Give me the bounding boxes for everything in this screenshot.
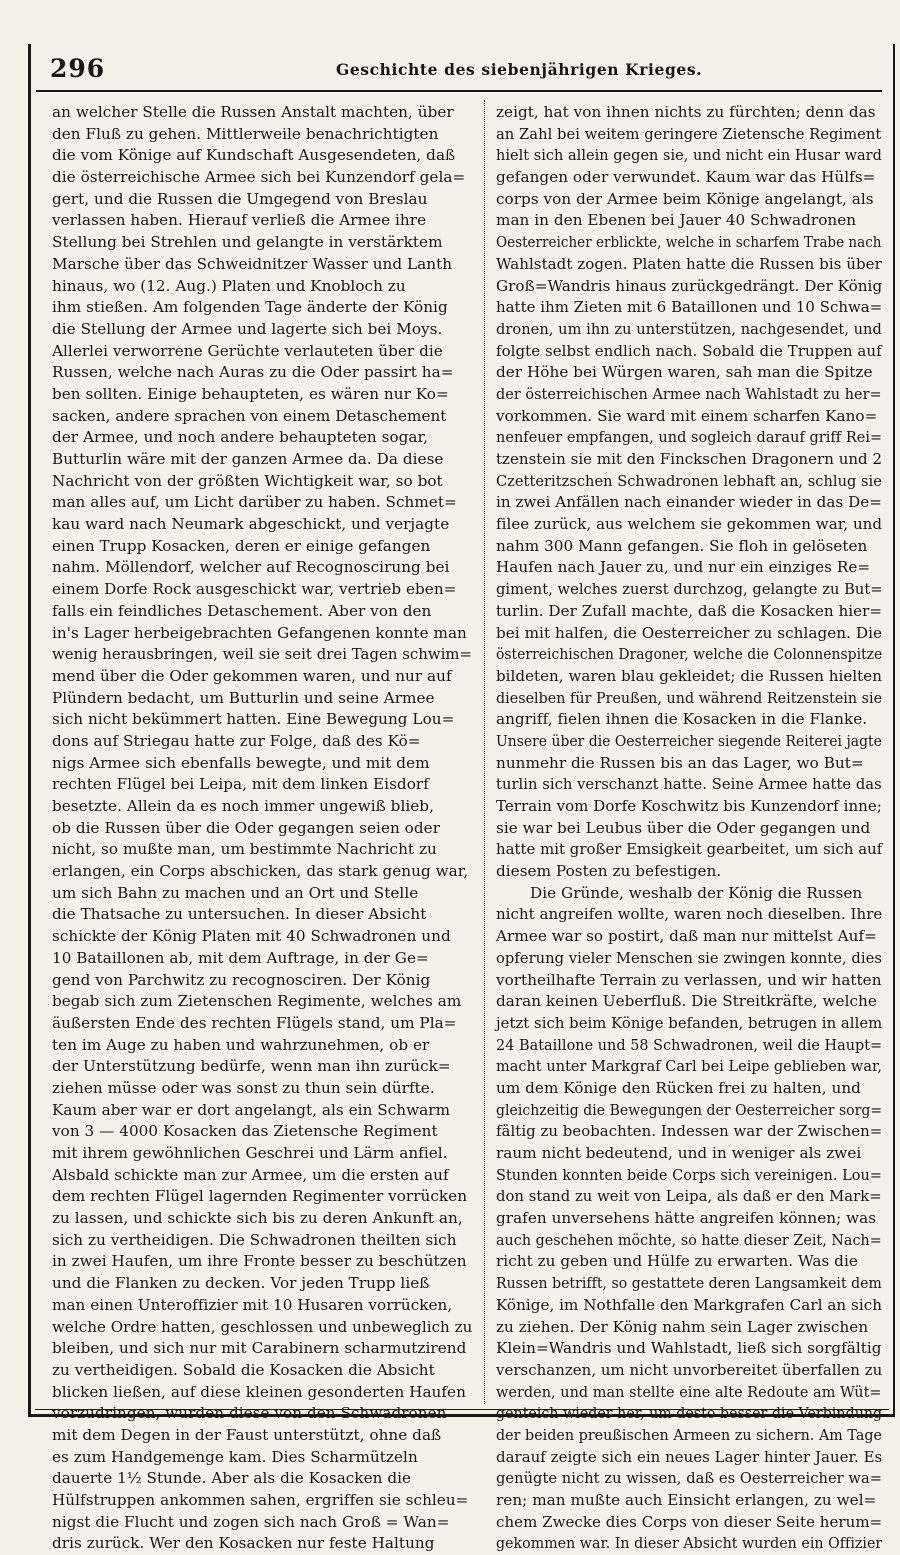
text-line: Terrain vom Dorfe Koschwitz bis Kunzendorf inne;	[496, 797, 882, 815]
text-line: 10 Bataillonen ab, mit dem Auftrage, in der Ge=	[52, 948, 429, 967]
text-line: ihm stießen. Am folgenden Tage änderte der König	[52, 298, 448, 317]
text-line: es zum Handgemenge kam. Dies Scharmützeln	[52, 1447, 418, 1466]
text-line: besetzte. Allein da es noch immer ungewiß blieb,	[52, 797, 434, 815]
text-line: Unsere über die Oesterreicher siegende Reiterei jagte	[496, 731, 882, 750]
text-line: Oesterreicher erblickte, welche in scharfem Trabe nach	[496, 233, 882, 252]
text-line: einen Trupp Kosacken, deren er einige gefangen	[52, 536, 431, 555]
text-line: Russen, welche nach Auras zu die Oder passirt ha=	[52, 363, 454, 382]
text-line: mit ihrem gewöhnlichen Geschrei und Lärm anfiel.	[52, 1144, 448, 1162]
text-line: sie war bei Leubus über die Oder gegangen und	[496, 818, 871, 837]
text-line: zeigt, hat von ihnen nichts zu fürchten; denn das	[496, 103, 876, 121]
text-line: nigs Armee sich ebenfalls bewegte, und mit dem	[52, 753, 430, 772]
text-line: filee zurück, aus welchem sie gekommen war, und	[496, 515, 883, 534]
left-column	[52, 102, 473, 1553]
text-line: Könige, im Nothfalle den Markgrafen Carl an sich	[496, 1295, 883, 1314]
text-line: dris zurück. Wer den Kosacken nur feste Haltung	[52, 1534, 435, 1553]
text-line: um dem Könige den Rücken frei zu halten, und	[496, 1078, 861, 1097]
text-line: Kaum aber war er dort angelangt, als ein Schwarm	[52, 1100, 451, 1119]
text-line: Klein=Wandris und Wahlstadt, ließ sich sorgfältig	[496, 1339, 882, 1358]
text-line: sich nicht bekümmert hatten. Eine Bewegung Lou=	[52, 710, 455, 729]
text-line: von 3 — 4000 Kosacken das Zietensche Regiment	[52, 1122, 438, 1141]
text-line: daran keinen Ueberfluß. Die Streitkräfte, welche	[496, 992, 877, 1011]
text-line: österreichischen Dragoner, welche die Colonnenspitze	[496, 645, 883, 664]
text-line: corps von der Armee beim Könige angelangt, als	[496, 189, 874, 208]
text-line: macht unter Markgraf Carl bei Leipe geblieben war,	[496, 1057, 883, 1076]
text-line: fältig zu beobachten. Indessen war der Zwischen=	[496, 1122, 883, 1141]
text-line: die vom Könige auf Kundschaft Ausgesendeten, daß	[52, 146, 456, 165]
right-column	[496, 102, 883, 1553]
text-line: äußersten Ende des rechten Flügels stand, um Pla=	[52, 1013, 457, 1032]
text-line: man einen Unteroffizier mit 10 Husaren vorrücken,	[52, 1295, 453, 1314]
text-line: turlin. Der Zufall machte, daß die Kosacken hier=	[496, 601, 883, 620]
text-line: um sich Bahn zu machen und an Ort und Stelle	[52, 883, 419, 902]
text-line: Marsche über das Schweidnitzer Wasser und Lanth	[52, 254, 453, 273]
text-line: gekommen war. In dieser Absicht wurden ein Offizier	[496, 1534, 883, 1553]
text-line: richt zu geben und Hülfe zu erwarten. Was die	[496, 1252, 858, 1271]
text-line: Die Gründe, weshalb der König die Russen	[530, 883, 863, 902]
text-line: giment, welches zuerst durchzog, gelangte zu But=	[496, 580, 883, 599]
text-line: werden, und man stellte eine alte Redoute am Wüt=	[496, 1382, 882, 1401]
text-line: rechten Flügel bei Leipa, mit dem linken Eisdorf	[52, 775, 429, 794]
text-line: verschanzen, um nicht unvorbereitet überfallen zu	[496, 1360, 883, 1379]
text-line: 24 Bataillone und 58 Schwadronen, weil die Haupt=	[496, 1035, 883, 1054]
text-line: vorzudringen, wurden diese von den Schwadronen	[52, 1404, 447, 1423]
text-line: Czetteritzschen Schwadronen lebhaft an, schlug sie	[496, 471, 882, 490]
text-line: auch geschehen möchte, so hatte dieser Zeit, Nach=	[496, 1230, 882, 1249]
text-line: begab sich zum Zietenschen Regimente, welches am	[52, 992, 462, 1011]
text-line: die Stellung der Armee und lagerte sich bei Moys.	[52, 319, 443, 338]
text-line: in's Lager herbeigebrachten Gefangenen konnte man	[52, 623, 467, 642]
text-line: in zwei Anfällen nach einander wieder in das De=	[496, 493, 882, 512]
text-line: gert, und die Russen die Umgegend von Breslau	[52, 189, 428, 208]
text-line: ben sollten. Einige behaupteten, es wären nur Ko=	[52, 384, 449, 403]
text-line: falls ein feindliches Detaschement. Aber von den	[52, 601, 432, 620]
text-line: Butturlin wäre mit der ganzen Armee da. Da diese	[52, 450, 444, 468]
text-line: genügte nicht zu wissen, daß es Oesterreicher wa=	[496, 1469, 883, 1488]
text-line: der beiden preußischen Armeen zu sichern. Am Tage	[496, 1425, 882, 1444]
text-line: an welcher Stelle die Russen Anstalt machten, über	[52, 103, 454, 121]
text-line: jetzt sich beim Könige befanden, betrugen in allem	[496, 1013, 883, 1032]
text-line: gleichzeitig die Bewegungen der Oesterreicher sorg=	[496, 1100, 883, 1119]
text-line: bei mit halfen, die Oesterreicher zu schlagen. Die	[496, 623, 883, 642]
text-line: tzenstein sie mit den Finckschen Dragonern und 2	[496, 450, 883, 468]
text-line: zu lassen, und schickte sich bis zu deren Ankunft an,	[52, 1209, 463, 1228]
text-line: man in den Ebenen bei Jauer 40 Schwadronen	[496, 211, 857, 230]
text-line: blicken ließen, auf diese kleinen gesonderten Haufen	[52, 1382, 466, 1401]
text-line: hatte mit großer Emsigkeit gearbeitet, um sich auf	[496, 840, 883, 859]
text-line: ten im Auge zu haben und wahrzunehmen, ob er	[52, 1035, 430, 1054]
text-line: dieselben für Preußen, und während Reitzenstein sie	[496, 688, 883, 707]
text-line: vortheilhafte Terrain zu verlassen, und wir hatten	[496, 970, 882, 989]
text-line: don stand zu weit von Leipa, als daß er den Mark=	[496, 1187, 882, 1206]
text-line: mend über die Oder gekommen waren, und nur auf	[52, 666, 452, 685]
text-line: an Zahl bei weitem geringere Zietensche Regiment	[496, 124, 882, 143]
text-line: dronen, um ihn zu unterstützen, nachgesendet, und	[496, 319, 882, 338]
text-line: Allerlei verworrene Gerüchte verlauteten über die	[52, 341, 443, 360]
text-line: einem Dorfe Rock ausgeschickt war, vertrieb eben=	[52, 580, 457, 599]
text-line: hinaus, wo (12. Aug.) Platen und Knobloch zu	[52, 276, 406, 295]
text-line: der Höhe bei Würgen waren, sah man die Spitze	[496, 363, 873, 382]
text-line: Haufen nach Jauer zu, und nur ein einziges Re=	[496, 558, 871, 577]
column-divider	[484, 100, 486, 1404]
text-line: wenig herausbringen, weil sie seit drei Tagen schwim=	[52, 645, 472, 664]
text-line: den Fluß zu gehen. Mittlerweile benachrichtigten	[52, 124, 439, 143]
text-line: hatte ihm Zieten mit 6 Bataillonen und 10 Schwa=	[496, 298, 883, 317]
text-line: darauf zeigte sich ein neues Lager hinter Jauer. Es	[496, 1447, 883, 1466]
text-line: der Unterstützung bedürfe, wenn man ihn zurück=	[52, 1057, 451, 1076]
text-line: kau ward nach Neumark abgeschickt, und verjagte	[52, 515, 450, 534]
text-line: zu ziehen. Der König nahm sein Lager zwischen	[496, 1317, 869, 1336]
text-line: nunmehr die Russen bis an das Lager, wo But=	[496, 753, 864, 772]
text-line: zu vertheidigen. Sobald die Kosacken die Absicht	[52, 1360, 435, 1379]
text-line: in zwei Haufen, um ihre Fronte besser zu beschützen	[52, 1252, 467, 1271]
text-line: nigst die Flucht und zogen sich nach Groß = Wan=	[52, 1512, 450, 1531]
text-line: nenfeuer empfangen, und sogleich darauf griff Rei=	[496, 428, 883, 447]
text-line: welche Ordre hatten, geschlossen und unbeweglich zu	[52, 1317, 473, 1336]
text-line: verlassen haben. Hierauf verließ die Armee ihre	[52, 211, 427, 230]
text-line: gend von Parchwitz zu recognosciren. Der König	[52, 970, 431, 989]
text-line: und die Flanken zu decken. Vor jeden Trupp ließ	[52, 1274, 430, 1293]
text-line: dons auf Striegau hatte zur Folge, daß des Kö=	[52, 731, 421, 750]
text-line: hielt sich allein gegen sie, und nicht ein Husar ward	[496, 146, 882, 165]
text-line: Alsbald schickte man zur Armee, um die ersten auf	[52, 1165, 449, 1184]
text-line: Groß=Wandris hinaus zurückgedrängt. Der König	[496, 276, 883, 295]
text-line: Hülfstruppen ankommen sahen, ergriffen sie schleu=	[52, 1491, 469, 1509]
text-line: bildeten, waren blau gekleidet; die Russen hielten	[496, 666, 882, 685]
text-line: opferung vieler Menschen sie zwingen konnte, dies	[496, 948, 882, 967]
text-line: bleiben, und sich nur mit Carabinern scharmutzirend	[52, 1339, 467, 1358]
text-line: man alles auf, um Licht darüber zu haben. Schmet=	[52, 493, 457, 512]
text-line: sacken, andere sprachen von einem Detaschement	[52, 406, 447, 425]
text-line: nicht, so mußte man, um bestimmte Nachricht zu	[52, 840, 437, 859]
text-line: mit dem Degen in der Faust unterstützt, ohne daß	[52, 1425, 442, 1444]
text-line: die Thatsache zu untersuchen. In dieser Absicht	[52, 905, 427, 924]
running-title: Geschichte des siebenjährigen Krieges.	[336, 60, 703, 79]
text-line: genteich wieder her, um desto besser die Verbindung	[496, 1404, 883, 1423]
text-line: sich zu vertheidigen. Die Schwadronen theilten sich	[52, 1230, 457, 1249]
text-line: Plündern bedacht, um Butturlin und seine Armee	[52, 688, 435, 707]
text-line: nahm. Möllendorf, welcher auf Recognoscirung bei	[52, 558, 450, 577]
text-line: chem Zwecke dies Corps von dieser Seite herum=	[496, 1512, 883, 1531]
text-line: Stunden konnten beide Corps sich vereinigen. Lou=	[496, 1165, 883, 1184]
text-line: erlangen, ein Corps abschicken, das stark genug war,	[52, 862, 469, 881]
text-line: ob die Russen über die Oder gegangen seien oder	[52, 818, 440, 837]
text-line: Stellung bei Strehlen und gelangte in verstärktem	[52, 233, 443, 252]
text-line: der Armee, und noch andere behaupteten sogar,	[52, 428, 429, 447]
text-line: vorkommen. Sie ward mit einem scharfen Kano=	[496, 406, 878, 425]
text-line: grafen unversehens hätte angreifen können; was	[496, 1209, 877, 1228]
text-line: nicht angreifen wollte, waren noch dieselben. Ihre	[496, 905, 883, 924]
page-header	[36, 50, 882, 92]
text-line: der österreichischen Armee nach Wahlstadt zu her=	[496, 384, 882, 403]
text-line: Russen betrifft, so gestattete deren Langsamkeit dem	[496, 1274, 882, 1293]
text-line: die österreichische Armee sich bei Kunzendorf gela=	[52, 168, 466, 187]
text-line: angriff, fielen ihnen die Kosacken in die Flanke.	[496, 710, 868, 729]
text-line: dauerte 1½ Stunde. Aber als die Kosacken die	[52, 1469, 412, 1488]
text-line: dem rechten Flügel lagernden Regimenter vorrücken	[52, 1187, 468, 1206]
text-line: gefangen oder verwundet. Kaum war das Hülfs=	[496, 168, 876, 187]
text-line: Wahlstadt zogen. Platen hatte die Russen bis über	[496, 254, 882, 273]
text-line: Nachricht von der größten Wichtigkeit war, so bot	[52, 471, 443, 490]
text-line: ziehen müsse oder was sonst zu thun sein dürfte.	[52, 1078, 435, 1097]
text-line: schickte der König Platen mit 40 Schwadronen und	[52, 927, 451, 946]
text-line: Armee war so postirt, daß man nur mittelst Auf=	[496, 927, 877, 946]
text-line: diesem Posten zu befestigen.	[496, 862, 722, 881]
text-line: raum nicht bedeutend, und in weniger als zwei	[496, 1144, 862, 1162]
text-line: nahm 300 Mann gefangen. Sie floh in gelöseten	[496, 536, 868, 555]
text-line: ren; man mußte auch Einsicht erlangen, zu wel=	[496, 1491, 877, 1509]
page-number: 296	[50, 54, 106, 83]
text-line: turlin sich verschanzt hatte. Seine Armee hatte das	[496, 775, 882, 794]
text-line: folgte selbst endlich nach. Sobald die Truppen auf	[496, 341, 882, 360]
